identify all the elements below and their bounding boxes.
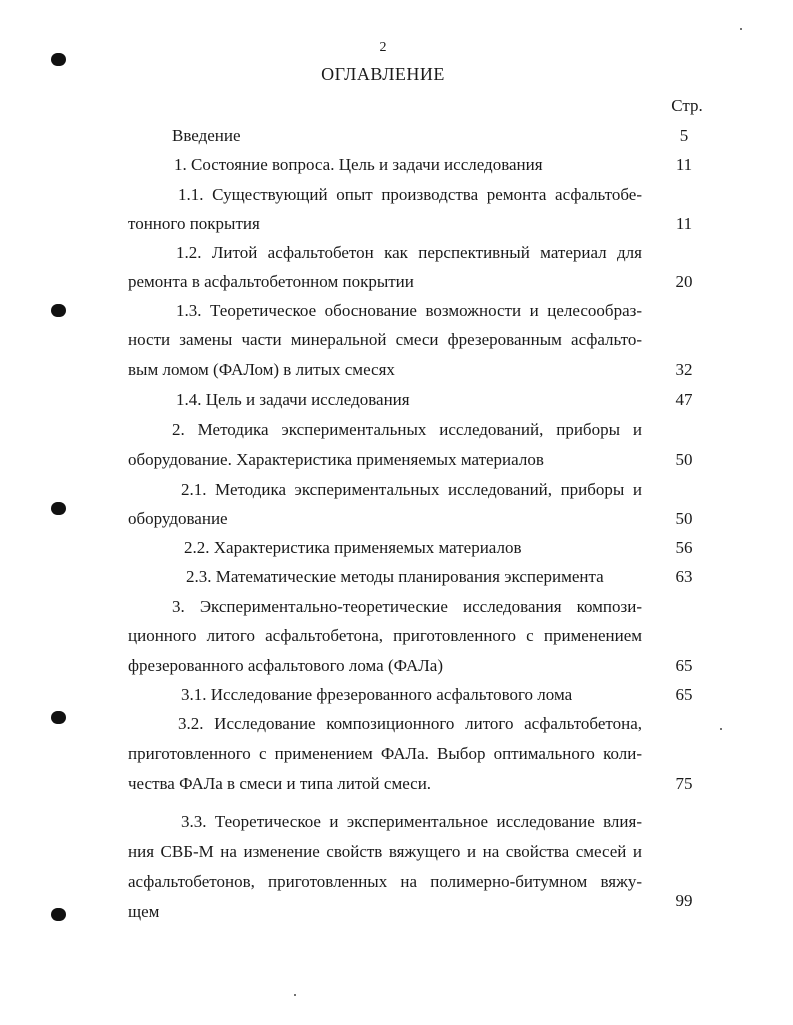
- toc-entry-line: ционного литого асфальтобетона, приготовленного с применением: [128, 626, 642, 645]
- toc-entry-line: ности замены части минеральной смеси фрезерованным асфальто-: [128, 330, 642, 349]
- toc-entry-page: 75: [675, 774, 693, 793]
- toc-entry-page: 50: [675, 450, 693, 469]
- toc-entry-line: 1.1. Существующий опыт производства ремонта асфальтобе-: [178, 185, 642, 204]
- toc-entry-line: ремонта в асфальтобетонном покрытии: [128, 272, 414, 291]
- toc-entry-page: 65: [675, 685, 693, 704]
- toc-entry-line: 2.2. Характеристика применяемых материалов: [184, 538, 522, 557]
- punch-hole-icon: [53, 53, 66, 66]
- toc-entry-line: фрезерованного асфальтового лома (ФАЛа): [128, 656, 444, 675]
- toc-entry-page: 47: [675, 390, 693, 409]
- punch-hole-icon: [53, 711, 66, 724]
- toc-entry-page: 65: [675, 656, 693, 675]
- toc-entry-line: 2. Методика экспериментальных исследований, приборы и: [172, 420, 642, 439]
- toc-entry-page: 20: [675, 272, 693, 291]
- toc-entry-page: 32: [675, 360, 693, 379]
- punch-hole-icon: [53, 304, 66, 317]
- toc-entry-line: Введение: [172, 126, 241, 145]
- toc-entry-line: щем: [128, 902, 160, 921]
- toc-entry-page: 50: [675, 509, 693, 528]
- toc-entry-line: 3.2. Исследование композиционного литого асфальтобетона,: [178, 714, 642, 733]
- punch-hole-icon: [53, 502, 66, 515]
- toc-entry-line: вым ломом (ФАЛом) в литых смесях: [128, 360, 395, 379]
- toc-entry-line: ния СВБ-М на изменение свойств вяжущего и на свойства смесей и: [128, 842, 642, 861]
- toc-entry-line: 2.1. Методика экспериментальных исследований, приборы и: [181, 480, 642, 499]
- toc-entry-line: 1.4. Цель и задачи исследования: [176, 390, 410, 409]
- punch-hole-icon: [53, 908, 66, 921]
- toc-entry-line: тонного покрытия: [128, 214, 260, 233]
- toc-entry-page: 56: [675, 538, 693, 557]
- scan-speck: [294, 994, 296, 996]
- toc-entry-page: 99: [675, 891, 693, 910]
- toc-entry-line: оборудование: [128, 509, 228, 528]
- toc-entry-line: 3.1. Исследование фрезерованного асфальтового лома: [181, 685, 573, 704]
- toc-entry-page: 5: [679, 126, 689, 145]
- toc-entry-line: 3.3. Теоретическое и экспериментальное исследование влия-: [181, 812, 642, 831]
- page-column-header: Стр.: [671, 96, 703, 115]
- page-title: ОГЛАВЛЕНИЕ: [321, 64, 445, 84]
- page-number: 2: [379, 40, 387, 55]
- toc-entry-line: 1. Состояние вопроса. Цель и задачи исследования: [174, 155, 543, 174]
- toc-entry-page: 63: [675, 567, 693, 586]
- toc-entry-page: 11: [675, 155, 693, 174]
- toc-entry-line: асфальтобетонов, приготовленных на полимерно-битумном вяжу-: [128, 872, 642, 891]
- toc-entry-line: 2.3. Математические методы планирования эксперимента: [186, 567, 604, 586]
- toc-entry-line: 3. Экспериментально-теоретические исследования компози-: [172, 597, 642, 616]
- toc-entry-page: 11: [675, 214, 693, 233]
- scan-speck: [740, 28, 742, 30]
- toc-entry-line: 1.3. Теоретическое обоснование возможности и целесообраз-: [176, 301, 642, 320]
- scan-speck: [720, 728, 722, 730]
- toc-entry-line: приготовленного с применением ФАЛа. Выбор оптимального коли-: [128, 744, 642, 763]
- toc-entry-line: чества ФАЛа в смеси и типа литой смеси.: [128, 774, 432, 793]
- toc-entry-line: 1.2. Литой асфальтобетон как перспективный материал для: [176, 243, 642, 262]
- toc-entry-line: оборудование. Характеристика применяемых материалов: [128, 450, 544, 469]
